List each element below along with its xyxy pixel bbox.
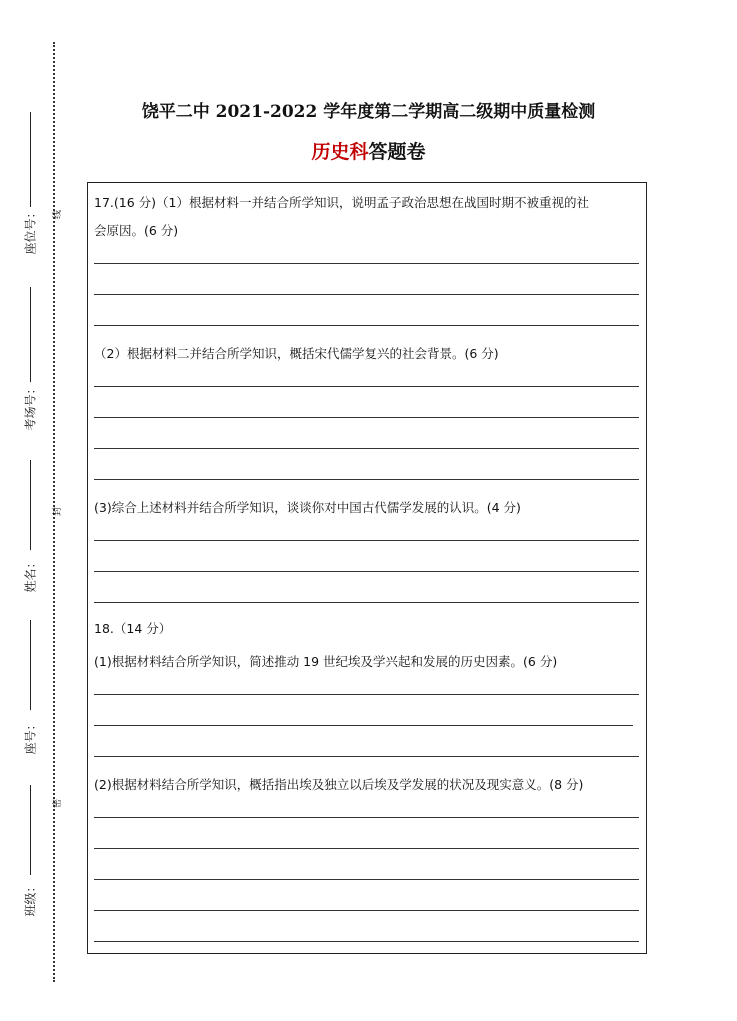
seatno-underline (30, 620, 31, 710)
answer-line[interactable] (94, 941, 639, 942)
q18-part1-prompt: (1)根据材料结合所学知识，简述推动 19 世纪埃及学兴起和发展的历史因素。(6 分) (94, 654, 558, 669)
sheet-type: 答题卷 (368, 141, 426, 163)
answer-line[interactable] (94, 417, 639, 418)
sheet-subtitle (0, 137, 737, 164)
subject-name: 历史科 (311, 141, 369, 163)
answer-line[interactable] (94, 540, 639, 541)
exam-room-label: 考场号： (23, 382, 38, 431)
answer-line[interactable] (94, 448, 639, 449)
answer-line[interactable] (94, 879, 639, 880)
answer-line[interactable] (94, 325, 639, 326)
q17-part3-prompt: (3)综合上述材料并结合所学知识，谈谈你对中国古代儒学发展的认识。(4 分) (94, 500, 521, 515)
q17-part2-prompt: （2）根据材料二并结合所学知识，概括宋代儒学复兴的社会背景。(6 分) (94, 346, 499, 361)
answer-line[interactable] (94, 294, 639, 295)
room-underline (30, 287, 31, 382)
answer-line[interactable] (94, 571, 639, 572)
answer-line[interactable] (94, 263, 639, 264)
class-label: 班级： (23, 880, 38, 917)
binding-mark-dense: 密 (53, 798, 64, 809)
class-underline (30, 785, 31, 875)
answer-line[interactable] (94, 479, 639, 480)
name-label: 姓名： (23, 556, 38, 593)
seat-number-label: 座位号： (23, 206, 38, 255)
q17-part1-prompt-line2: 会原因。(6 分) (94, 223, 179, 238)
binding-mark-line: 线 (53, 209, 64, 220)
answer-line[interactable] (94, 817, 639, 818)
name-underline (30, 460, 31, 550)
answer-line[interactable] (94, 602, 639, 603)
q18-heading: 18.（14 分） (94, 621, 172, 636)
seat-no-label: 座号： (23, 718, 38, 755)
exam-title: 饶平二中 2021-2022 学年度第二学期高二级期中质量检测 (141, 102, 596, 122)
q18-part2-prompt: (2)根据材料结合所学知识，概括指出埃及独立以后埃及学发展的状况及现实意义。(8 分) (94, 777, 584, 792)
binding-mark-seal: 封 (53, 506, 64, 517)
answer-line[interactable] (94, 848, 639, 849)
answer-line[interactable] (94, 725, 633, 726)
q17-part1-prompt-line1: 17.(16 分)（1）根据材料一并结合所学知识，说明孟子政治思想在战国时期不被重视的社 (94, 195, 589, 210)
answer-line[interactable] (94, 756, 639, 757)
answer-box (87, 182, 647, 954)
answer-line[interactable] (94, 694, 639, 695)
answer-line[interactable] (94, 910, 639, 911)
answer-line[interactable] (94, 386, 639, 387)
